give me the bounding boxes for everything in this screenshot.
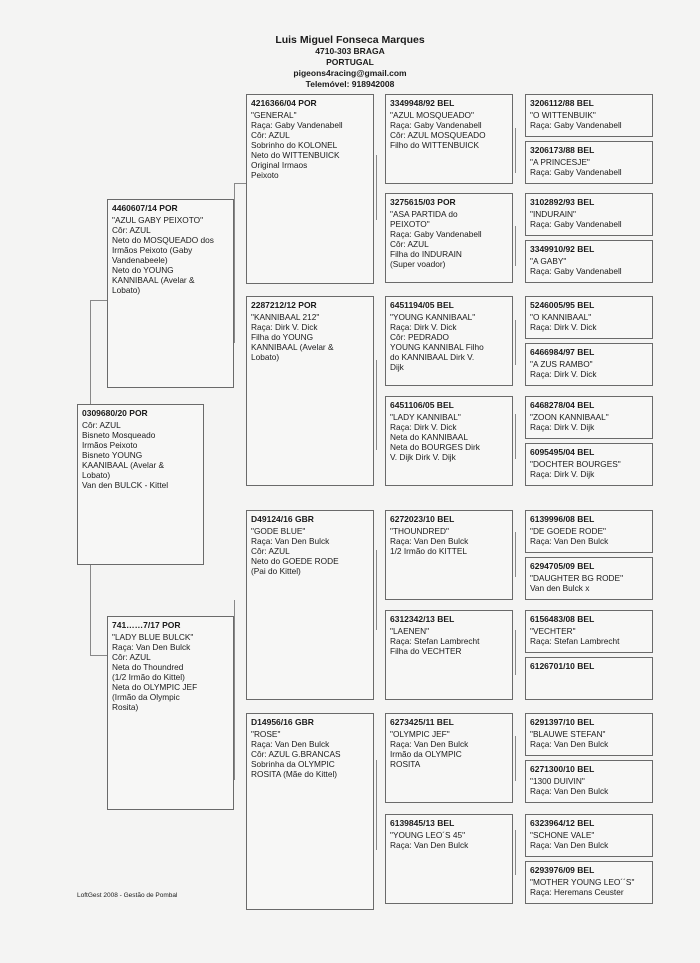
- pedigree-gen5-16: [525, 861, 653, 904]
- info-line: "YOUNG LEO´S 45": [390, 830, 466, 840]
- info-line: Raça: Dirk V. Dick: [530, 369, 597, 379]
- pedigree-gen5-3: [525, 193, 653, 236]
- info-line: Dijk: [390, 362, 404, 372]
- pedigree-gen5-10: [525, 557, 653, 600]
- ring-number: 6139996/08 BEL: [530, 514, 595, 524]
- pedigree-gen5-4: [525, 240, 653, 283]
- ring-number: 3275615/03 POR: [390, 197, 456, 207]
- breeder-postal: 4710-303 BRAGA: [315, 46, 385, 56]
- pedigree-ggp-2: [385, 193, 513, 283]
- info-line: Raça: Van Den Bulck: [390, 739, 469, 749]
- info-line: Irmãos Peixoto (Gaby: [112, 245, 193, 255]
- ring-number: 6126701/10 BEL: [530, 661, 595, 671]
- info-line: (Super voador): [390, 259, 446, 269]
- info-line: 1/2 Irmão do KITTEL: [390, 546, 468, 556]
- pedigree-subject: [77, 404, 204, 565]
- ring-number: 6291397/10 BEL: [530, 717, 595, 727]
- info-line: Neta do BOURGES Dirk: [390, 442, 480, 452]
- pedigree-ggp-7: [385, 713, 513, 803]
- info-line: Van den Bulck x: [530, 583, 590, 593]
- info-line: KANNIBAAL (Avelar &: [112, 275, 195, 285]
- info-line: YOUNG KANNIBAL Filho: [390, 342, 484, 352]
- ring-number: 6156483/08 BEL: [530, 614, 595, 624]
- info-line: Irmãos Peixoto: [82, 440, 138, 450]
- info-line: PEIXOTO": [390, 219, 430, 229]
- software-footer: LoftGest 2008 - Gestão de Pombal: [77, 892, 178, 899]
- info-line: Raça: Van Den Bulck: [251, 739, 330, 749]
- info-line: Raça: Van Den Bulck: [530, 739, 609, 749]
- info-line: "YOUNG KANNIBAAL": [390, 312, 476, 322]
- info-line: "GENERAL": [251, 110, 297, 120]
- info-line: ROSITA (Mãe do Kittel): [251, 769, 338, 779]
- info-line: Sobrinho do KOLONEL: [251, 140, 338, 150]
- info-line: Lobato): [82, 470, 111, 480]
- info-line: Raça: Gaby Vandenabell: [530, 266, 622, 276]
- info-line: Filha do YOUNG: [251, 332, 314, 342]
- info-line: Raça: Van Den Bulck: [530, 840, 609, 850]
- info-line: Lobato): [112, 285, 141, 295]
- info-line: "VECHTER": [530, 626, 576, 636]
- pedigree-dam-sire: [246, 510, 374, 700]
- info-line: Raça: Van Den Bulck: [251, 536, 330, 546]
- info-line: ROSITA: [390, 759, 421, 769]
- info-line: Raça: Gaby Vandenabell: [251, 120, 343, 130]
- pedigree-gen5-11: [525, 610, 653, 653]
- ring-number: 3206173/88 BEL: [530, 145, 595, 155]
- pedigree-ggp-5: [385, 510, 513, 600]
- ring-number: D14956/16 GBR: [251, 717, 314, 727]
- info-line: Sobrinha da OLYMPIC: [251, 759, 335, 769]
- info-line: "SCHONE VALE": [530, 830, 595, 840]
- info-line: Raça: Stefan Lambrecht: [530, 636, 620, 646]
- info-line: Raça: Van Den Bulck: [530, 536, 609, 546]
- info-line: "A ZUS RAMBO": [530, 359, 593, 369]
- ring-number: 6451106/05 BEL: [390, 400, 454, 410]
- info-line: Raça: Van Den Bulck: [530, 786, 609, 796]
- pedigree-gen5-7: [525, 396, 653, 439]
- ring-number: 2287212/12 POR: [251, 300, 317, 310]
- breeder-phone: Telemóvel: 918942008: [305, 79, 395, 89]
- info-line: "LADY BLUE BULCK": [112, 632, 194, 642]
- info-line: Raça: Gaby Vandenabell: [530, 167, 622, 177]
- info-line: Neto do GOEDE RODE: [251, 556, 339, 566]
- info-line: Filho do WITTENBUICK: [390, 140, 479, 150]
- pedigree-ggp-4: [385, 396, 513, 486]
- pedigree-gen5-13: [525, 713, 653, 756]
- info-line: "AZUL GABY PEIXOTO": [112, 215, 204, 225]
- info-line: Côr: AZUL: [251, 546, 290, 556]
- ring-number: 6468278/04 BEL: [530, 400, 595, 410]
- info-line: "1300 DUIVIN": [530, 776, 585, 786]
- pedigree-ggp-1: [385, 94, 513, 184]
- info-line: Filha do INDURAIN: [390, 249, 462, 259]
- pedigree-dam-dam: [246, 713, 374, 910]
- ring-number: 6293976/09 BEL: [530, 865, 595, 875]
- ring-number: 6312342/13 BEL: [390, 614, 455, 624]
- info-line: "INDURAIN": [530, 209, 576, 219]
- info-line: (Pai do Kittel): [251, 566, 301, 576]
- info-line: Filha do VECHTER: [390, 646, 462, 656]
- pedigree-ggp-8: [385, 814, 513, 904]
- info-line: "ASA PARTIDA do: [390, 209, 458, 219]
- ring-number: 3349948/92 BEL: [390, 98, 455, 108]
- info-line: "ROSE": [251, 729, 281, 739]
- info-line: "DAUGHTER BG RODE": [530, 573, 624, 583]
- info-line: Raça: Heremans Ceuster: [530, 887, 624, 897]
- ring-number: 6466984/97 BEL: [530, 347, 595, 357]
- info-line: Raça: Dirk V. Dijk: [530, 422, 595, 432]
- info-line: Côr: AZUL: [112, 652, 151, 662]
- info-line: Raça: Van Den Bulck: [390, 840, 469, 850]
- info-line: (1/2 Irmão do Kittel): [112, 672, 185, 682]
- info-line: Van den BULCK - Kittel: [82, 480, 169, 490]
- pedigree-sire: [107, 199, 234, 388]
- info-line: Raça: Dirk V. Dick: [390, 322, 457, 332]
- info-line: Raça: Dirk V. Dick: [390, 422, 457, 432]
- info-line: "O KANNIBAAL": [530, 312, 592, 322]
- info-line: Raça: Gaby Vandenabell: [390, 229, 482, 239]
- info-line: "GODE BLUE": [251, 526, 306, 536]
- info-line: "A PRINCESJE": [530, 157, 590, 167]
- info-line: "BLAUWE STEFAN": [530, 729, 606, 739]
- info-line: "ZOON KANNIBAAL": [530, 412, 609, 422]
- info-line: Raça: Gaby Vandenabell: [390, 120, 482, 130]
- info-line: Bisneto Mosqueado: [82, 430, 156, 440]
- info-line: "THOUNDRED": [390, 526, 449, 536]
- info-line: Raça: Dirk V. Dick: [251, 322, 318, 332]
- pedigree-gen5-9: [525, 510, 653, 553]
- pedigree-gen5-2: [525, 141, 653, 184]
- info-line: Raça: Gaby Vandenabell: [530, 120, 622, 130]
- info-line: Raça: Dirk V. Dijk: [530, 469, 595, 479]
- info-line: "DOCHTER BOURGES": [530, 459, 621, 469]
- pedigree-sire-sire: [246, 94, 374, 284]
- info-line: Raça: Van Den Bulck: [112, 642, 191, 652]
- info-line: "MOTHER YOUNG LEO´´S": [530, 877, 635, 887]
- info-line: Lobato): [251, 352, 280, 362]
- breeder-country: PORTUGAL: [326, 57, 374, 67]
- pedigree-ggp-6: [385, 610, 513, 700]
- info-line: "LAENEN": [390, 626, 430, 636]
- ring-number: 741……7/17 POR: [112, 620, 181, 630]
- info-line: "AZUL MOSQUEADO": [390, 110, 474, 120]
- ring-number: 4216366/04 POR: [251, 98, 317, 108]
- info-line: (Irmão da Olympic: [112, 692, 180, 702]
- breeder-email: pigeons4racing@gmail.com: [293, 68, 407, 78]
- ring-number: 6095495/04 BEL: [530, 447, 595, 457]
- info-line: Côr: AZUL G.BRANCAS: [251, 749, 341, 759]
- info-line: KANNIBAAL (Avelar &: [251, 342, 334, 352]
- info-line: V. Dijk Dirk V. Dijk: [390, 452, 456, 462]
- info-line: "A GABY": [530, 256, 567, 266]
- info-line: Raça: Gaby Vandenabell: [530, 219, 622, 229]
- breeder-header: [0, 35, 700, 90]
- ring-number: 3206112/88 BEL: [530, 98, 594, 108]
- info-line: Neto do WITTENBUICK: [251, 150, 340, 160]
- info-line: Côr: AZUL: [112, 225, 151, 235]
- info-line: Neta do OLYMPIC JEF: [112, 682, 198, 692]
- pedigree-ggp-3: [385, 296, 513, 386]
- info-line: Neta do KANNIBAAL: [390, 432, 468, 442]
- info-line: Neto do MOSQUEADO dos: [112, 235, 214, 245]
- pedigree-gen5-8: [525, 443, 653, 486]
- ring-number: 6139845/13 BEL: [390, 818, 455, 828]
- info-line: Neta do Thoundred: [112, 662, 184, 672]
- info-line: Raça: Stefan Lambrecht: [390, 636, 480, 646]
- info-line: Peixoto: [251, 170, 279, 180]
- pedigree-gen5-6: [525, 343, 653, 386]
- ring-number: 6273425/11 BEL: [390, 717, 454, 727]
- ring-number: 6294705/09 BEL: [530, 561, 595, 571]
- info-line: Côr: AZUL: [82, 420, 121, 430]
- pedigree-gen5-12: [525, 657, 653, 700]
- info-line: Bisneto YOUNG: [82, 450, 143, 460]
- info-line: Côr: PEDRADO: [390, 332, 450, 342]
- breeder-name: Luis Miguel Fonseca Marques: [275, 34, 425, 46]
- ring-number: 3349910/92 BEL: [530, 244, 595, 254]
- info-line: "LADY KANNIBAL": [390, 412, 461, 422]
- info-line: Côr: AZUL: [390, 239, 429, 249]
- info-line: Neto do YOUNG: [112, 265, 174, 275]
- info-line: Rosita): [112, 702, 139, 712]
- info-line: Côr: AZUL: [251, 130, 290, 140]
- info-line: Côr: AZUL MOSQUEADO: [390, 130, 486, 140]
- ring-number: 3102892/93 BEL: [530, 197, 595, 207]
- info-line: Original Irmaos: [251, 160, 308, 170]
- info-line: Raça: Dirk V. Dick: [530, 322, 597, 332]
- info-line: Irmão da OLYMPIC: [390, 749, 462, 759]
- info-line: "O WITTENBUIK": [530, 110, 596, 120]
- info-line: do KANNIBAAL Dirk V.: [390, 352, 475, 362]
- pedigree-gen5-5: [525, 296, 653, 339]
- info-line: "OLYMPIC JEF": [390, 729, 450, 739]
- info-line: KAANIBAAL (Avelar &: [82, 460, 165, 470]
- ring-number: 0309680/20 POR: [82, 408, 148, 418]
- info-line: Vandenabeele): [112, 255, 168, 265]
- info-line: "DE GOEDE RODE": [530, 526, 606, 536]
- ring-number: 6271300/10 BEL: [530, 764, 595, 774]
- ring-number: 6323964/12 BEL: [530, 818, 595, 828]
- ring-number: 6272023/10 BEL: [390, 514, 455, 524]
- pedigree-gen5-1: [525, 94, 653, 137]
- pedigree-dam: [107, 616, 234, 810]
- pedigree-gen5-14: [525, 760, 653, 803]
- ring-number: 4460607/14 POR: [112, 203, 178, 213]
- pedigree-sire-dam: [246, 296, 374, 486]
- ring-number: 5246005/95 BEL: [530, 300, 595, 310]
- info-line: "KANNIBAAL 212": [251, 312, 320, 322]
- pedigree-gen5-15: [525, 814, 653, 857]
- ring-number: 6451194/05 BEL: [390, 300, 454, 310]
- ring-number: D49124/16 GBR: [251, 514, 314, 524]
- info-line: Raça: Van Den Bulck: [390, 536, 469, 546]
